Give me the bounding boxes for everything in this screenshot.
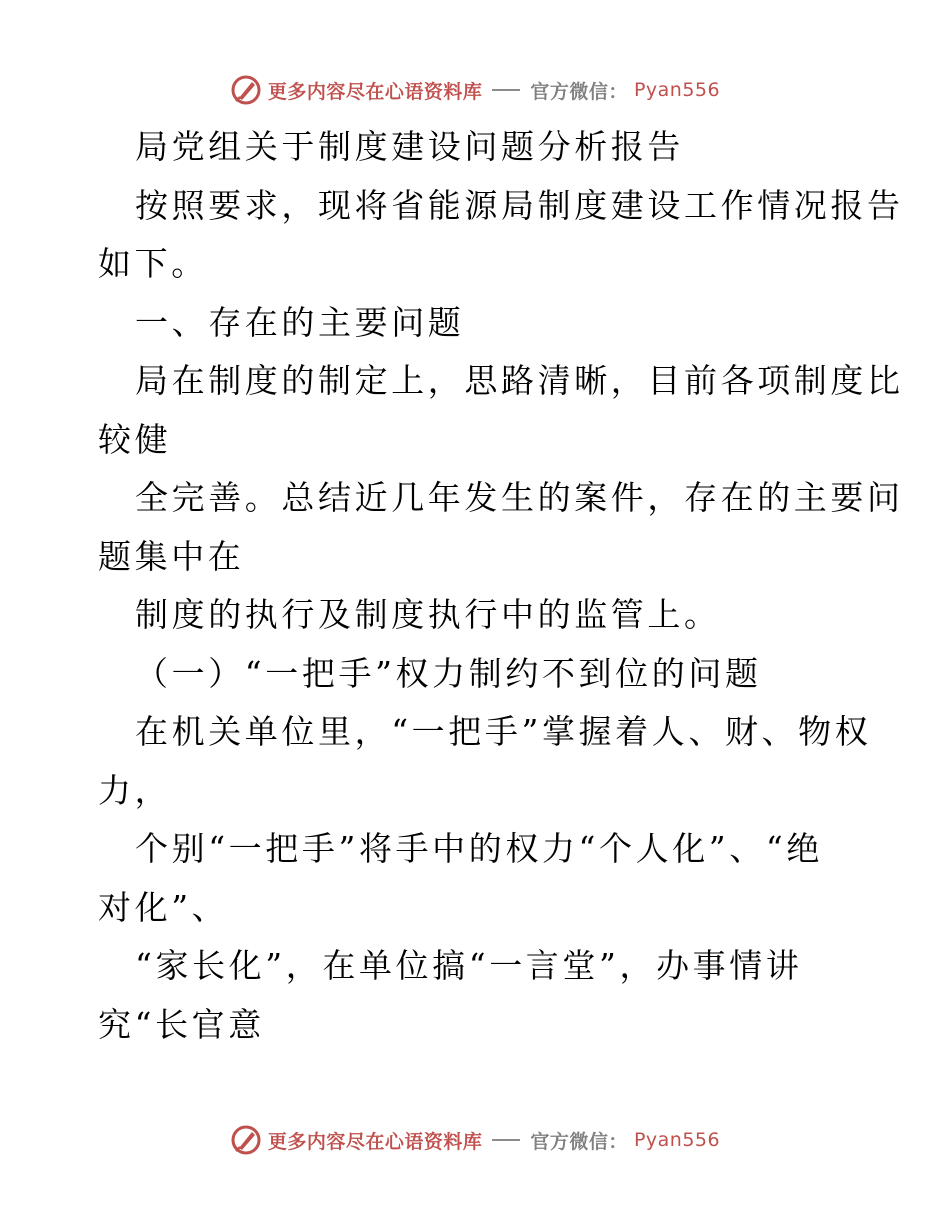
paragraph-line: 题集中在 — [98, 536, 245, 576]
paragraph-line: 究“长官意 — [98, 1004, 265, 1044]
paragraph-line: 在机关单位里，“一把手”掌握着人、财、物权 — [135, 712, 872, 751]
paragraph-line: 局在制度的制定上，思路清晰，目前各项制度比 — [135, 361, 904, 400]
quill-pen-logo-icon — [230, 1124, 262, 1156]
paragraph-line: 按照要求，现将省能源局制度建设工作情况报告 — [135, 185, 904, 225]
paragraph-line: 较健 — [98, 419, 172, 459]
paragraph-line: 个别“一把手”将手中的权力“个人化”、“绝 — [135, 829, 823, 868]
paragraph-line: 全完善。总结近几年发生的案件，存在的主要问 — [135, 478, 904, 517]
header-watermark — [0, 70, 950, 110]
quill-pen-logo-icon — [230, 74, 262, 106]
watermark-separator — [492, 89, 520, 91]
watermark-wechat-id: Pyan556 — [633, 1129, 721, 1151]
watermark-wechat-id: Pyan556 — [633, 79, 721, 101]
section-heading: 一、存在的主要问题 — [135, 302, 465, 342]
paragraph-line: 对化”、 — [98, 887, 229, 927]
document-body — [98, 118, 904, 1054]
paragraph-line: “家长化”，在单位搞“一言堂”，办事情讲 — [135, 946, 803, 985]
subsection-heading: （一）“一把手”权力制约不到位的问题 — [135, 653, 762, 693]
document-title: 局党组关于制度建设问题分析报告 — [135, 127, 684, 166]
paragraph-line: 力， — [98, 770, 172, 810]
paragraph-line: 如下。 — [98, 244, 208, 283]
watermark-separator — [492, 1139, 520, 1141]
footer-watermark — [0, 1120, 950, 1160]
watermark-main-text: 更多内容尽在心语资料库 — [267, 80, 483, 103]
paragraph-line: 制度的执行及制度执行中的监管上。 — [135, 595, 721, 634]
watermark-main-text: 更多内容尽在心语资料库 — [267, 1130, 483, 1153]
watermark-wechat-label: 官方微信： — [530, 1130, 628, 1153]
watermark-wechat-label: 官方微信： — [530, 80, 628, 103]
